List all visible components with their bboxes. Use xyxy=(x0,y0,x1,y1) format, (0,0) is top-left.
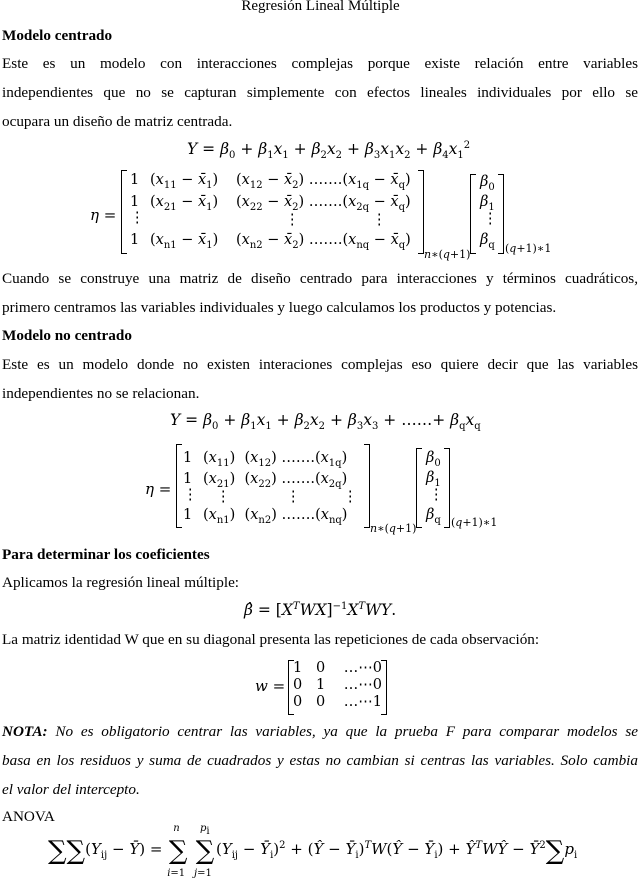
matrix-cell: ($x_{21}$ − $x̄_1$) xyxy=(150,194,219,213)
paragraph-line: ocupara un diseño de matriz centrada. xyxy=(2,113,233,130)
note-text: No es obligatorio centrar las variables, ya que la prueba F para comparar modelos se xyxy=(47,723,638,740)
beta-vector: $\beta_1$ xyxy=(426,470,441,489)
note-line xyxy=(2,723,638,741)
matrix-cell: ($x_{22}$ − $x̄_2$) $\dots\dots.(x_{2q}$ − $x̄_q$) xyxy=(236,194,411,213)
matrix-cell: ⋮ xyxy=(286,489,301,505)
matrix-cell: ⋮ xyxy=(372,212,387,228)
matrix-row: 0 0 …⋯1 xyxy=(293,694,382,710)
paragraph-line: Cuando se construye una matriz de diseño centrado para interacciones y términos cuadráticos, xyxy=(2,270,638,287)
vector-dimension: (q+1)∗1 xyxy=(505,242,552,255)
matrix-cell: $(x_{11})$ $(x_{12})$ $\dots\dots.(x_{1q})$ xyxy=(203,450,348,469)
matrix-dimension: n∗(q+1) xyxy=(424,248,471,261)
note-line: basa en los residuos y suma de cuadrados y estas no cambian si centras las variables. Solo cambia xyxy=(2,752,638,769)
vector-dimension: (q+1)∗1 xyxy=(451,516,498,529)
beta-vector-bracket xyxy=(470,174,476,254)
heading-modelo-no-centrado: Modelo no centrado xyxy=(2,327,132,344)
matrix-cell: ($x_{12}$ − $x̄_2$) $\dots\dots.(x_{1q}$ − $x̄_q$) xyxy=(236,172,411,191)
beta-vector: ⋮ xyxy=(483,211,498,227)
matrix-row: 1 xyxy=(130,194,140,210)
matrix-dimension: n∗(q+1) xyxy=(370,522,417,535)
document-title: Regresión Lineal Múltiple xyxy=(241,0,400,14)
beta-vector-bracket xyxy=(416,448,422,528)
matrix-row: 0 1 …⋯0 xyxy=(293,677,382,693)
equation-beta-hat: β̂ = $[X^TWX]^{-1}X^TWY$. xyxy=(244,600,397,619)
beta-vector-bracket xyxy=(444,448,450,528)
beta-vector: $\beta_0$ xyxy=(480,174,495,193)
matrix-bracket-right xyxy=(364,444,370,528)
paragraph-line: independientes que no se capturan simplemente con efectos lineales individuales por ello se xyxy=(2,84,638,101)
note-line: el valor del intercepto. xyxy=(2,781,140,798)
paragraph-line: Este es un modelo con interacciones complejas porque existe relación entre variables xyxy=(2,55,638,72)
matrix-row: 1 xyxy=(183,450,193,466)
matrix-row: 1 xyxy=(130,172,140,188)
matrix-cell: $(x_{21})$ $(x_{22})$ $\dots\dots.(x_{2q})$ xyxy=(203,471,348,490)
w-label: w = xyxy=(255,677,286,695)
beta-vector: $\beta_q$ xyxy=(480,232,495,251)
matrix-cell: $(x_{n1})$ $(x_{n2})$ $\dots\dots.(x_{nq})$ xyxy=(203,507,348,526)
matrix-row: 1 xyxy=(183,507,193,523)
matrix-row: 1 xyxy=(183,471,193,487)
matrix-row: ⋮ xyxy=(130,210,145,226)
eta-label: η = xyxy=(145,480,172,498)
note-label: NOTA: xyxy=(2,723,48,740)
equation-non-centered-model: $Y = \beta_0 + \beta_1x_1 + \beta_2x_2 + \beta_3x_3$ + ……+ $\beta_qx_q$ xyxy=(170,411,481,433)
matrix-bracket-left xyxy=(176,444,182,528)
paragraph-line: Este es un modelo donde no existen interaciones complejas eso quiere decir que las variables xyxy=(2,356,638,373)
beta-vector: $\beta_q$ xyxy=(426,507,441,526)
paragraph-line: Aplicamos la regresión lineal múltiple: xyxy=(2,574,240,591)
beta-vector: ⋮ xyxy=(429,487,444,503)
matrix-cell: ($x_{n1}$ − $x̄_1$) xyxy=(150,232,219,251)
matrix-row: 1 xyxy=(130,232,140,248)
equation-anova: $\sum\sum(Y_{ij}$ − Ȳ) = n ∑ i=1 $p_i$ ∑ j=1 ($Y_{ij}$ − $Ȳ_i)^2$ + (Ŷ − $Ȳ_i)^TW(Ŷ$ − $Ȳ_i$) + $Ŷ^TWŶ$ − $Ȳ^2\sum p_i$ xyxy=(48,823,578,879)
matrix-cell: ($x_{11}$ − $x̄_1$) xyxy=(150,172,219,191)
paragraph-line: primero centramos las variables individuales y luego calculamos los productos y potencias. xyxy=(2,299,557,316)
anova-label: ANOVA xyxy=(2,808,55,825)
beta-vector: $\beta_0$ xyxy=(426,450,441,469)
beta-vector: $\beta_1$ xyxy=(480,194,495,213)
matrix-cell: ⋮ xyxy=(216,489,231,505)
matrix-bracket-left xyxy=(121,170,127,254)
matrix-cell: ($x_{n2}$ − $x̄_2$) $\dots\dots.(x_{nq}$ − $x̄_q$) xyxy=(236,232,411,251)
eta-label: η = xyxy=(90,206,117,224)
matrix-bracket-right xyxy=(381,660,387,715)
matrix-cell: ⋮ xyxy=(343,489,358,505)
paragraph-line: La matriz identidad W que en su diagonal presenta las repeticiones de cada observación: xyxy=(2,631,540,648)
matrix-row: 1 0 …⋯0 xyxy=(293,660,382,676)
matrix-row: ⋮ xyxy=(183,487,198,503)
paragraph-line: independientes no se relacionan. xyxy=(2,385,200,402)
beta-vector-bracket xyxy=(498,174,504,254)
heading-coeficientes: Para determinar los coeficientes xyxy=(2,546,210,563)
matrix-cell: ⋮ xyxy=(285,212,300,228)
equation-centered-model: $Y = \beta_0 + \beta_1x_1 + \beta_2x_2 + \beta_3x_1x_2 + \beta_4x_1^2$ xyxy=(187,139,471,162)
heading-modelo-centrado: Modelo centrado xyxy=(2,27,113,44)
matrix-bracket-right xyxy=(418,170,424,254)
